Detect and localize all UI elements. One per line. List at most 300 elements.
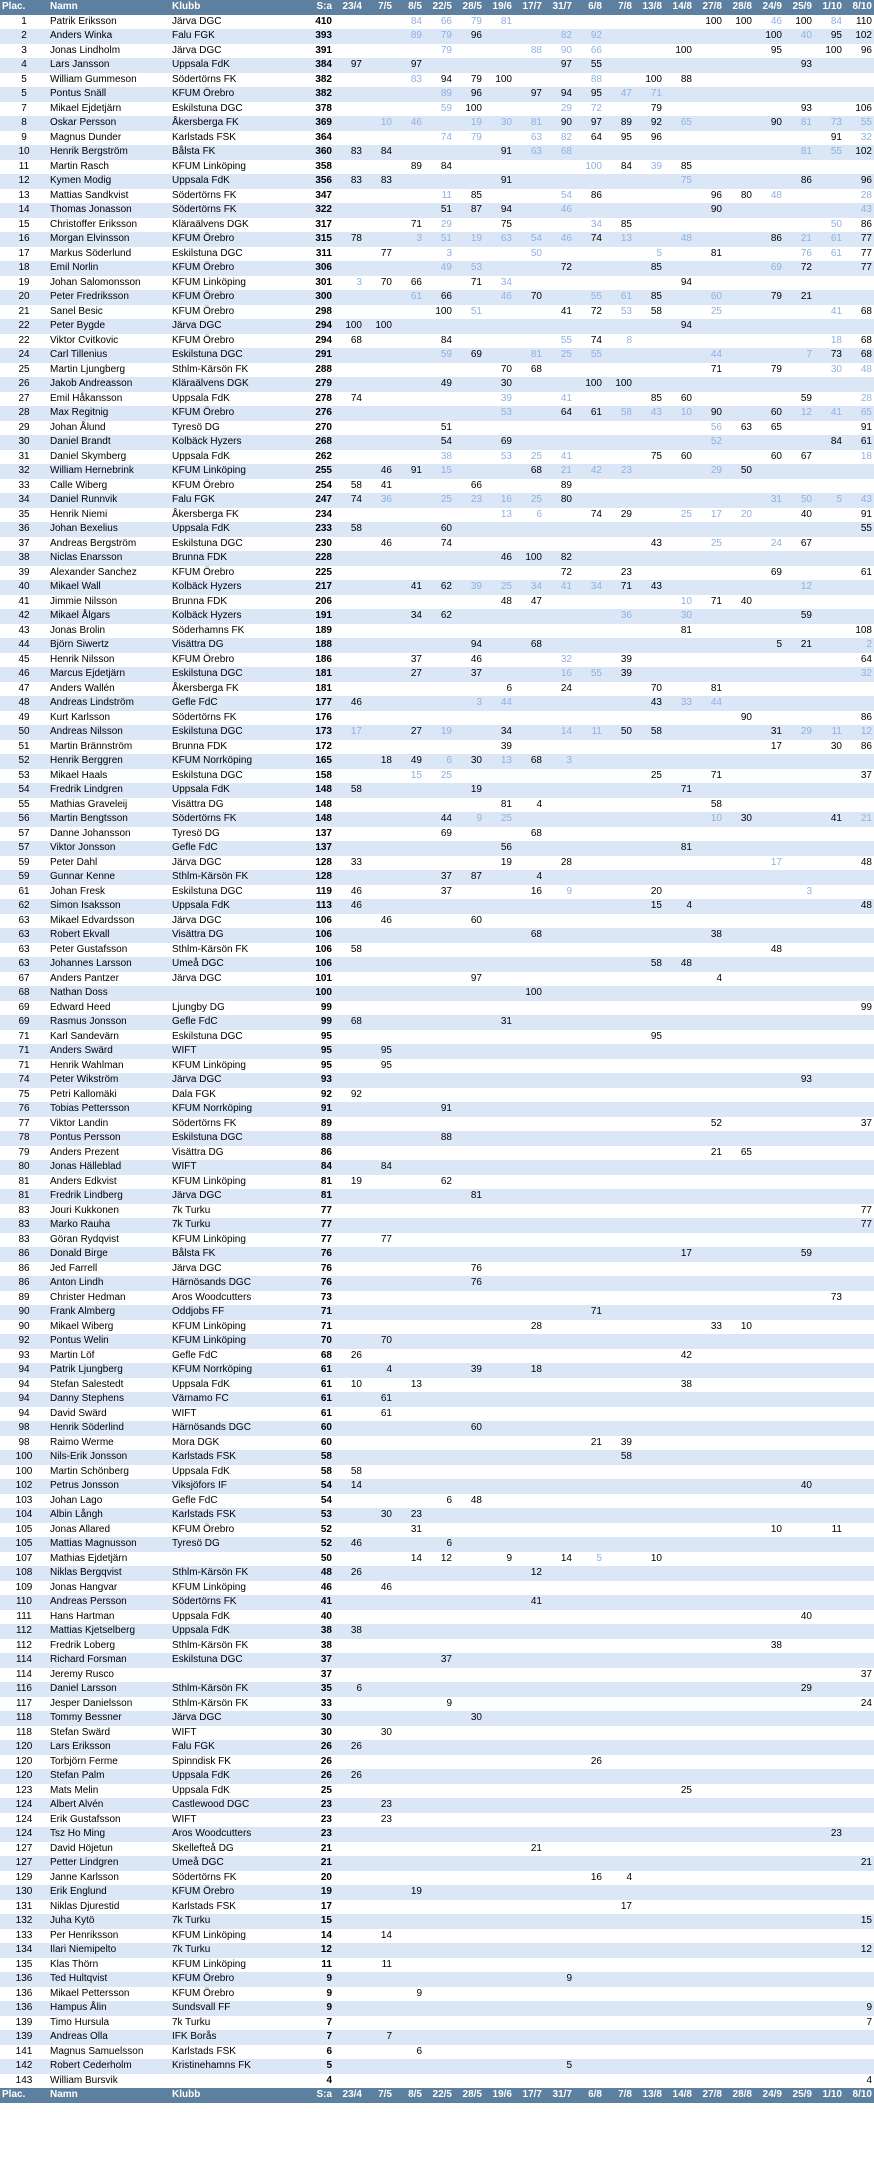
footer-header-date[interactable]: 8/10 bbox=[844, 2088, 874, 2103]
round-score bbox=[424, 1465, 454, 1480]
round-score bbox=[424, 2045, 454, 2060]
round-score bbox=[754, 1624, 784, 1639]
round-score: 60 bbox=[694, 290, 724, 305]
column-header-date[interactable]: 17/7 bbox=[514, 0, 544, 15]
round-score bbox=[844, 1769, 874, 1784]
round-score bbox=[694, 1363, 724, 1378]
round-score bbox=[694, 1276, 724, 1291]
column-header-date[interactable]: 7/8 bbox=[604, 0, 634, 15]
column-header-date[interactable]: 28/8 bbox=[724, 0, 754, 15]
round-score bbox=[544, 2074, 574, 2089]
round-score bbox=[484, 1378, 514, 1393]
round-score bbox=[484, 914, 514, 929]
round-score bbox=[334, 1697, 364, 1712]
round-score: 100 bbox=[604, 377, 634, 392]
round-score bbox=[334, 928, 364, 943]
round-score bbox=[634, 1421, 664, 1436]
footer-header-date[interactable]: 28/8 bbox=[724, 2088, 754, 2103]
round-score bbox=[364, 725, 394, 740]
round-score bbox=[694, 232, 724, 247]
round-score bbox=[454, 1102, 484, 1117]
round-score bbox=[394, 2059, 424, 2074]
round-score bbox=[484, 1537, 514, 1552]
total-score: 181 bbox=[298, 682, 334, 697]
round-score bbox=[604, 1827, 634, 1842]
round-score bbox=[784, 1581, 814, 1596]
table-row bbox=[0, 1276, 874, 1291]
column-header-name[interactable]: Namn bbox=[48, 0, 170, 15]
place-cell: 78 bbox=[0, 1131, 48, 1146]
column-header-date[interactable]: 14/8 bbox=[664, 0, 694, 15]
round-score: 46 bbox=[484, 290, 514, 305]
round-score bbox=[724, 827, 754, 842]
round-score bbox=[484, 1349, 514, 1364]
round-score bbox=[574, 1276, 604, 1291]
round-score bbox=[454, 1610, 484, 1625]
club-name: KFUM Örebro bbox=[170, 566, 298, 581]
round-score: 81 bbox=[694, 682, 724, 697]
column-header-date[interactable]: 1/10 bbox=[814, 0, 844, 15]
round-score bbox=[514, 711, 544, 726]
club-name: Mora DGK bbox=[170, 1436, 298, 1451]
table-row bbox=[0, 334, 874, 349]
round-score bbox=[604, 754, 634, 769]
column-header-date[interactable]: 23/4 bbox=[334, 0, 364, 15]
round-score bbox=[724, 319, 754, 334]
footer-header-date[interactable]: 14/8 bbox=[664, 2088, 694, 2103]
round-score bbox=[454, 1595, 484, 1610]
round-score bbox=[364, 508, 394, 523]
round-score bbox=[724, 1247, 754, 1262]
round-score bbox=[544, 1436, 574, 1451]
round-score bbox=[334, 1131, 364, 1146]
total-score: 106 bbox=[298, 914, 334, 929]
footer-header-date[interactable]: 6/8 bbox=[574, 2088, 604, 2103]
round-score bbox=[664, 1334, 694, 1349]
round-score bbox=[574, 2001, 604, 2016]
table-row bbox=[0, 537, 874, 552]
column-header-date[interactable]: 6/8 bbox=[574, 0, 604, 15]
column-header-date[interactable]: 24/9 bbox=[754, 0, 784, 15]
column-header-place[interactable]: Plac. bbox=[0, 0, 48, 15]
round-score bbox=[604, 595, 634, 610]
round-score bbox=[754, 1189, 784, 1204]
table-row bbox=[0, 1624, 874, 1639]
round-score: 12 bbox=[844, 1943, 874, 1958]
round-score bbox=[394, 1233, 424, 1248]
round-score: 68 bbox=[334, 1015, 364, 1030]
round-score: 74 bbox=[574, 334, 604, 349]
round-score bbox=[634, 232, 664, 247]
player-name: William Hernebrink bbox=[48, 464, 170, 479]
footer-header-club[interactable]: Klubb bbox=[170, 2088, 298, 2103]
round-score bbox=[334, 769, 364, 784]
round-score bbox=[514, 1044, 544, 1059]
round-score bbox=[574, 1987, 604, 2002]
round-score bbox=[604, 479, 634, 494]
round-score bbox=[664, 551, 694, 566]
player-name: Andreas Bergström bbox=[48, 537, 170, 552]
round-score bbox=[394, 711, 424, 726]
round-score: 95 bbox=[574, 87, 604, 102]
round-score bbox=[694, 899, 724, 914]
round-score bbox=[664, 638, 694, 653]
round-score: 46 bbox=[334, 885, 364, 900]
round-score bbox=[724, 435, 754, 450]
round-score bbox=[724, 725, 754, 740]
table-row bbox=[0, 1784, 874, 1799]
round-score bbox=[724, 943, 754, 958]
total-score: 84 bbox=[298, 1160, 334, 1175]
round-score bbox=[604, 1189, 634, 1204]
round-score bbox=[754, 1117, 784, 1132]
round-score bbox=[514, 856, 544, 871]
round-score bbox=[814, 1233, 844, 1248]
round-score bbox=[694, 73, 724, 88]
round-score bbox=[424, 1929, 454, 1944]
round-score bbox=[544, 73, 574, 88]
table-row bbox=[0, 116, 874, 131]
round-score bbox=[514, 203, 544, 218]
round-score bbox=[784, 1407, 814, 1422]
player-name: Anton Lindh bbox=[48, 1276, 170, 1291]
round-score bbox=[664, 1842, 694, 1857]
round-score bbox=[394, 1073, 424, 1088]
total-score: 91 bbox=[298, 1102, 334, 1117]
round-score bbox=[394, 1160, 424, 1175]
round-score: 4 bbox=[664, 899, 694, 914]
round-score bbox=[334, 812, 364, 827]
player-name: Mikael Haals bbox=[48, 769, 170, 784]
round-score bbox=[334, 551, 364, 566]
round-score bbox=[364, 1842, 394, 1857]
round-score bbox=[574, 1624, 604, 1639]
column-header-date[interactable]: 13/8 bbox=[634, 0, 664, 15]
round-score bbox=[634, 1450, 664, 1465]
footer-header-date[interactable]: 7/5 bbox=[364, 2088, 394, 2103]
round-score: 58 bbox=[634, 725, 664, 740]
column-header-date[interactable]: 8/10 bbox=[844, 0, 874, 15]
footer-header-date[interactable]: 23/4 bbox=[334, 2088, 364, 2103]
player-name: David Höjetun bbox=[48, 1842, 170, 1857]
round-score bbox=[664, 928, 694, 943]
footer-header-date[interactable]: 7/8 bbox=[604, 2088, 634, 2103]
footer-header-date[interactable]: 22/5 bbox=[424, 2088, 454, 2103]
place-cell: 41 bbox=[0, 595, 48, 610]
player-name: Erik Englund bbox=[48, 1885, 170, 1900]
round-score: 23 bbox=[364, 1813, 394, 1828]
round-score: 53 bbox=[604, 305, 634, 320]
round-score bbox=[724, 1117, 754, 1132]
round-score bbox=[574, 1813, 604, 1828]
round-score bbox=[694, 1291, 724, 1306]
round-score bbox=[664, 725, 694, 740]
player-name: Petrus Jonsson bbox=[48, 1479, 170, 1494]
column-header-date[interactable]: 27/8 bbox=[694, 0, 724, 15]
round-score: 65 bbox=[664, 116, 694, 131]
round-score bbox=[784, 1566, 814, 1581]
round-score: 4 bbox=[694, 972, 724, 987]
round-score bbox=[694, 1856, 724, 1871]
column-header-total[interactable]: S:a bbox=[298, 0, 334, 15]
round-score: 5 bbox=[814, 493, 844, 508]
round-score bbox=[754, 1682, 784, 1697]
player-name: Jed Farrell bbox=[48, 1262, 170, 1277]
place-cell: 124 bbox=[0, 1798, 48, 1813]
place-cell: 83 bbox=[0, 1218, 48, 1233]
club-name: 7k Turku bbox=[170, 1204, 298, 1219]
place-cell: 37 bbox=[0, 537, 48, 552]
total-score: 254 bbox=[298, 479, 334, 494]
round-score bbox=[544, 1943, 574, 1958]
column-header-date[interactable]: 19/6 bbox=[484, 0, 514, 15]
round-score bbox=[394, 696, 424, 711]
round-score bbox=[424, 711, 454, 726]
round-score bbox=[364, 1914, 394, 1929]
round-score bbox=[754, 1726, 784, 1741]
club-name: WIFT bbox=[170, 1160, 298, 1175]
round-score bbox=[394, 1943, 424, 1958]
round-score bbox=[394, 392, 424, 407]
round-score bbox=[454, 58, 484, 73]
round-score bbox=[604, 1001, 634, 1016]
round-score bbox=[364, 841, 394, 856]
column-header-date[interactable]: 25/9 bbox=[784, 0, 814, 15]
footer-header-date[interactable]: 25/9 bbox=[784, 2088, 814, 2103]
round-score bbox=[664, 435, 694, 450]
round-score: 67 bbox=[784, 537, 814, 552]
round-score bbox=[364, 1015, 394, 1030]
total-score: 86 bbox=[298, 1146, 334, 1161]
round-score bbox=[574, 1392, 604, 1407]
round-score: 82 bbox=[544, 551, 574, 566]
round-score bbox=[394, 1697, 424, 1712]
column-header-date[interactable]: 8/5 bbox=[394, 0, 424, 15]
round-score bbox=[664, 377, 694, 392]
round-score bbox=[364, 305, 394, 320]
round-score: 70 bbox=[634, 682, 664, 697]
round-score bbox=[844, 464, 874, 479]
player-name: Per Henriksson bbox=[48, 1929, 170, 1944]
column-header-date[interactable]: 31/7 bbox=[544, 0, 574, 15]
round-score bbox=[694, 1349, 724, 1364]
round-score bbox=[424, 1030, 454, 1045]
round-score: 36 bbox=[604, 609, 634, 624]
round-score: 39 bbox=[484, 392, 514, 407]
round-score bbox=[664, 29, 694, 44]
round-score bbox=[694, 1595, 724, 1610]
round-score bbox=[634, 1073, 664, 1088]
round-score bbox=[724, 276, 754, 291]
round-score: 12 bbox=[844, 725, 874, 740]
club-name: Visättra DG bbox=[170, 928, 298, 943]
player-name: Fredrik Loberg bbox=[48, 1639, 170, 1654]
footer-header-total[interactable]: S:a bbox=[298, 2088, 334, 2103]
round-score bbox=[814, 1639, 844, 1654]
round-score bbox=[634, 1204, 664, 1219]
round-score bbox=[574, 1218, 604, 1233]
footer-header-date[interactable]: 19/6 bbox=[484, 2088, 514, 2103]
round-score: 86 bbox=[574, 189, 604, 204]
round-score bbox=[724, 2016, 754, 2031]
round-score: 90 bbox=[544, 116, 574, 131]
round-score bbox=[574, 841, 604, 856]
round-score bbox=[694, 943, 724, 958]
round-score: 85 bbox=[454, 189, 484, 204]
round-score bbox=[604, 2001, 634, 2016]
round-score bbox=[394, 44, 424, 59]
total-score: 77 bbox=[298, 1204, 334, 1219]
player-name: Magnus Dunder bbox=[48, 131, 170, 146]
player-name: Danne Johansson bbox=[48, 827, 170, 842]
round-score bbox=[424, 276, 454, 291]
round-score bbox=[664, 1653, 694, 1668]
player-name: Göran Rydqvist bbox=[48, 1233, 170, 1248]
footer-header-date[interactable]: 31/7 bbox=[544, 2088, 574, 2103]
total-score: 410 bbox=[298, 15, 334, 30]
round-score: 78 bbox=[334, 232, 364, 247]
table-row bbox=[0, 2030, 874, 2045]
place-cell: 107 bbox=[0, 1552, 48, 1567]
round-score: 91 bbox=[424, 1102, 454, 1117]
round-score bbox=[664, 986, 694, 1001]
round-score bbox=[724, 1030, 754, 1045]
column-header-club[interactable]: Klubb bbox=[170, 0, 298, 15]
table-row bbox=[0, 1508, 874, 1523]
round-score: 47 bbox=[514, 595, 544, 610]
total-score: 268 bbox=[298, 435, 334, 450]
column-header-date[interactable]: 7/5 bbox=[364, 0, 394, 15]
round-score bbox=[394, 2074, 424, 2089]
round-score bbox=[814, 1334, 844, 1349]
footer-header-date[interactable]: 28/5 bbox=[454, 2088, 484, 2103]
column-header-date[interactable]: 28/5 bbox=[454, 0, 484, 15]
total-score: 270 bbox=[298, 421, 334, 436]
round-score bbox=[604, 1610, 634, 1625]
total-score: 17 bbox=[298, 1900, 334, 1915]
table-row bbox=[0, 1204, 874, 1219]
footer-header-place[interactable]: Plac. bbox=[0, 2088, 48, 2103]
table-row bbox=[0, 1131, 874, 1146]
place-cell: 105 bbox=[0, 1537, 48, 1552]
round-score: 27 bbox=[394, 725, 424, 740]
round-score: 100 bbox=[334, 319, 364, 334]
round-score bbox=[814, 2059, 844, 2074]
round-score bbox=[514, 1581, 544, 1596]
round-score: 100 bbox=[574, 160, 604, 175]
place-cell: 112 bbox=[0, 1624, 48, 1639]
round-score bbox=[784, 435, 814, 450]
player-name: Jonas Brolin bbox=[48, 624, 170, 639]
round-score bbox=[754, 1320, 784, 1335]
round-score bbox=[634, 203, 664, 218]
round-score bbox=[424, 1711, 454, 1726]
round-score bbox=[484, 783, 514, 798]
footer-header-date[interactable]: 17/7 bbox=[514, 2088, 544, 2103]
table-row bbox=[0, 1610, 874, 1625]
round-score bbox=[394, 377, 424, 392]
round-score bbox=[574, 1102, 604, 1117]
round-score bbox=[694, 1494, 724, 1509]
round-score: 30 bbox=[814, 363, 844, 378]
round-score bbox=[784, 812, 814, 827]
footer-header-date[interactable]: 8/5 bbox=[394, 2088, 424, 2103]
footer-header-date[interactable]: 1/10 bbox=[814, 2088, 844, 2103]
round-score: 3 bbox=[454, 696, 484, 711]
footer-header-date[interactable]: 24/9 bbox=[754, 2088, 784, 2103]
round-score: 18 bbox=[844, 450, 874, 465]
round-score bbox=[544, 1958, 574, 1973]
round-score bbox=[814, 566, 844, 581]
footer-header-date[interactable]: 13/8 bbox=[634, 2088, 664, 2103]
table-row bbox=[0, 1755, 874, 1770]
round-score bbox=[754, 392, 784, 407]
table-row bbox=[0, 566, 874, 581]
round-score: 58 bbox=[604, 406, 634, 421]
round-score bbox=[364, 15, 394, 30]
player-name: Rasmus Jonsson bbox=[48, 1015, 170, 1030]
round-score bbox=[394, 1972, 424, 1987]
round-score bbox=[754, 1566, 784, 1581]
round-score: 59 bbox=[784, 609, 814, 624]
round-score bbox=[334, 450, 364, 465]
round-score bbox=[694, 1813, 724, 1828]
round-score bbox=[424, 566, 454, 581]
round-score bbox=[394, 827, 424, 842]
round-score: 55 bbox=[574, 667, 604, 682]
club-name: Visättra DG bbox=[170, 1146, 298, 1161]
place-cell: 12 bbox=[0, 174, 48, 189]
column-header-date[interactable]: 22/5 bbox=[424, 0, 454, 15]
round-score bbox=[724, 986, 754, 1001]
round-score bbox=[664, 1813, 694, 1828]
round-score bbox=[634, 1131, 664, 1146]
round-score: 37 bbox=[424, 870, 454, 885]
round-score bbox=[724, 972, 754, 987]
round-score bbox=[724, 2045, 754, 2060]
round-score bbox=[694, 1030, 724, 1045]
round-score bbox=[664, 769, 694, 784]
round-score bbox=[634, 1943, 664, 1958]
round-score bbox=[454, 160, 484, 175]
total-score: 52 bbox=[298, 1537, 334, 1552]
round-score bbox=[334, 798, 364, 813]
footer-header-date[interactable]: 27/8 bbox=[694, 2088, 724, 2103]
place-cell: 24 bbox=[0, 348, 48, 363]
round-score: 100 bbox=[724, 15, 754, 30]
footer-header-name[interactable]: Namn bbox=[48, 2088, 170, 2103]
round-score bbox=[844, 1407, 874, 1422]
round-score bbox=[634, 1175, 664, 1190]
round-score bbox=[694, 1175, 724, 1190]
round-score bbox=[394, 1755, 424, 1770]
round-score bbox=[454, 1059, 484, 1074]
round-score bbox=[754, 435, 784, 450]
place-cell: 123 bbox=[0, 1784, 48, 1799]
place-cell: 17 bbox=[0, 247, 48, 262]
round-score: 92 bbox=[574, 29, 604, 44]
round-score: 77 bbox=[844, 247, 874, 262]
round-score bbox=[784, 1044, 814, 1059]
round-score bbox=[664, 102, 694, 117]
round-score bbox=[724, 1624, 754, 1639]
round-score bbox=[334, 131, 364, 146]
round-score bbox=[544, 1320, 574, 1335]
club-name: Karlstads FSK bbox=[170, 1508, 298, 1523]
round-score: 58 bbox=[634, 305, 664, 320]
round-score: 52 bbox=[694, 1117, 724, 1132]
round-score bbox=[754, 1175, 784, 1190]
